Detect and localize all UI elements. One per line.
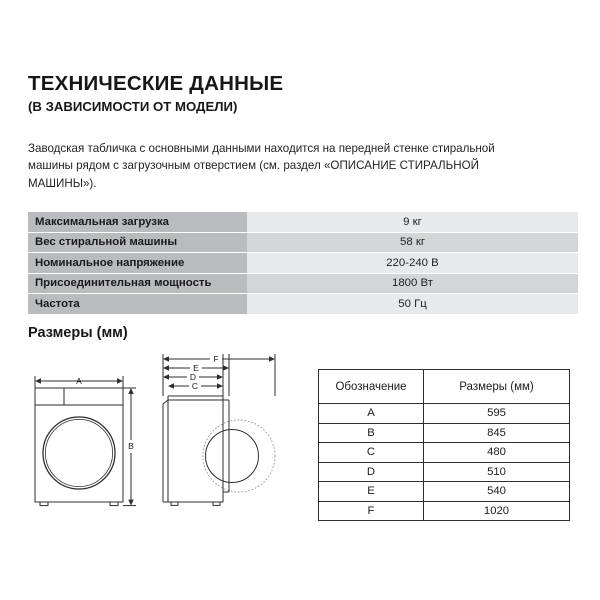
page-subtitle: (В ЗАВИСИМОСТИ ОТ МОДЕЛИ) [28,99,238,114]
spec-label: Максимальная загрузка [28,212,247,232]
column-header-size: Размеры (мм) [424,370,570,404]
table-row [28,212,578,232]
dimension-key: A [319,404,424,424]
column-header-designation: Обозначение [319,370,424,404]
dimension-value: 480 [424,443,570,463]
table-row [319,482,570,502]
dimension-key: E [319,482,424,502]
dimensions-heading: Размеры (мм) [28,325,128,341]
spec-label: Частота [28,294,247,315]
table-row [319,443,570,463]
spec-value: 9 кг [247,212,578,232]
dimension-key: B [319,423,424,443]
table-row [319,423,570,443]
dimension-value: 845 [424,423,570,443]
table-row [319,404,570,424]
table-row [28,232,578,253]
technical-drawings [24,352,314,517]
table-row [28,273,578,294]
dimension-value: 595 [424,404,570,424]
dimension-label-d: D [189,372,197,382]
spec-value: 220-240 В [247,253,578,274]
dimension-value: 510 [424,462,570,482]
dimension-label-b: B [128,441,134,451]
spec-label: Номинальное напряжение [28,253,247,274]
dimension-label-c: C [191,381,199,391]
dimension-label-f: F [213,354,219,364]
dimension-key: C [319,443,424,463]
side-view-drawing [163,353,275,505]
spec-value: 1800 Вт [247,273,578,294]
page-title: ТЕХНИЧЕСКИЕ ДАННЫЕ [28,72,284,95]
dimension-value: 540 [424,482,570,502]
table-row [319,501,570,521]
dimension-value: 1020 [424,501,570,521]
spec-label: Присоединительная мощность [28,273,247,294]
table-row [319,462,570,482]
dimension-label-e: E [193,363,199,373]
spec-label: Вес стиральной машины [28,232,247,253]
dimension-key: D [319,462,424,482]
table-row [28,253,578,274]
intro-paragraph: Заводская табличка с основными данными находится на передней стенке стиральной машины рядом с загрузочным отверстием (см. раздел «ОПИСАНИЕ СТИРАЛЬНОЙ МАШИНЫ»). [28,142,495,190]
front-view-drawing [35,376,136,506]
dimension-label-a: A [76,376,82,386]
drawings-svg [24,352,314,517]
specification-table [28,212,578,315]
dimension-table [318,369,570,521]
dimension-key: F [319,501,424,521]
spec-value: 50 Гц [247,294,578,315]
table-header-row [319,370,570,404]
spec-value: 58 кг [247,232,578,253]
table-row [28,294,578,315]
